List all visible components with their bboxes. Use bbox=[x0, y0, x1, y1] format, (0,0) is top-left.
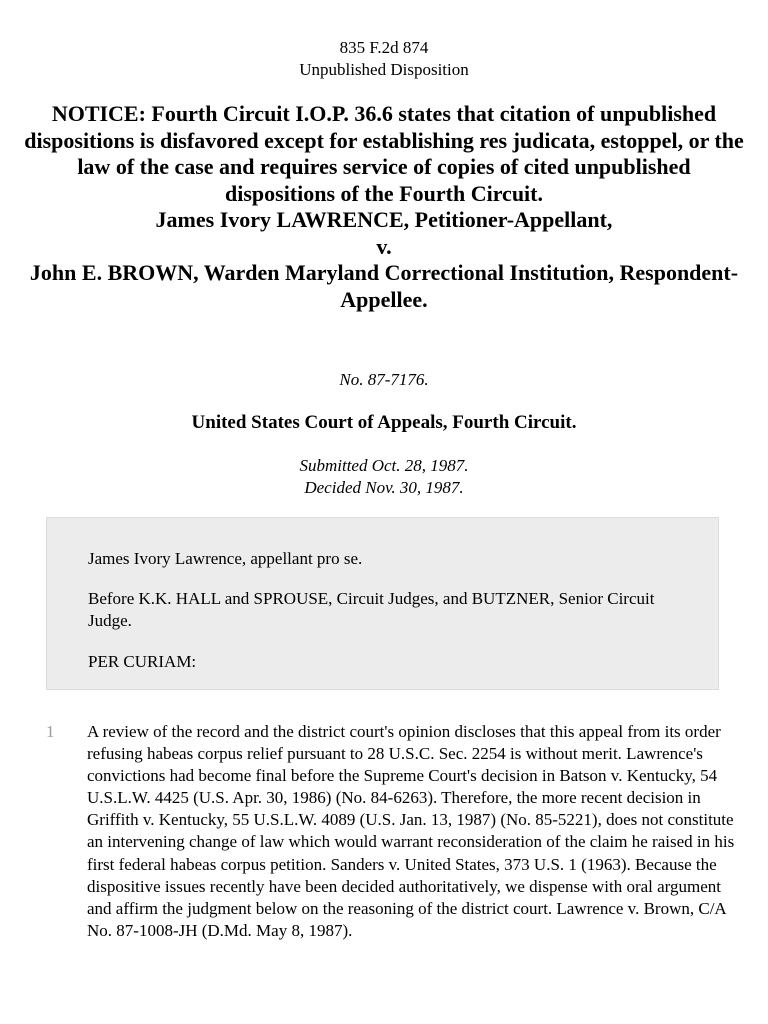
disposition-label: Unpublished Disposition bbox=[299, 60, 469, 79]
counsel-text: James Ivory Lawrence, appellant pro se. bbox=[88, 549, 363, 568]
decided-date: Decided Nov. 30, 1987. bbox=[304, 478, 464, 497]
per-curiam-label: PER CURIAM: bbox=[88, 652, 197, 671]
paragraph-number: 1 bbox=[46, 722, 55, 741]
counsel-panel-box bbox=[46, 517, 719, 690]
petitioner-name: James Ivory LAWRENCE, Petitioner-Appellant, bbox=[155, 207, 613, 232]
citation-header bbox=[0, 37, 768, 81]
opinion-paragraph: A review of the record and the district court's opinion discloses that this appeal from its order refusing habeas corpus relief pursuant to 28 U.S.C. Sec. 2254 is without merit. Lawrence's convictions had become final before the Supreme Court's decision in Batson v. Kentucky, 54 U.S.L.W. 4425 (U.S. Apr. 30, 1986) (No. 84-6263). Therefore, the more recent decision in Griffith v. Kentucky, 55 U.S.L.W. 4089 (U.S. Jan. 13, 1987) (No. 85-5221), does not constitute an intervening change of law which would warrant reconsideration of the claim he raised in his first federal habeas corpus petition. Sanders v. United States, 373 U.S. 1 (1963). Because the dispositive issues recently have been decided authoritatively, we dispense with oral argument and affirm the judgment below on the reasoning of the district court. Lawrence v. Brown, C/A No. 87-1008-JH (D.Md. May 8, 1987). bbox=[87, 722, 735, 940]
submitted-date: Submitted Oct. 28, 1987. bbox=[299, 456, 469, 475]
docket-number: No. 87-7176. bbox=[339, 370, 429, 389]
court-name: United States Court of Appeals, Fourth Circuit. bbox=[191, 412, 577, 433]
case-citation: 835 F.2d 874 bbox=[339, 38, 429, 57]
case-title bbox=[20, 101, 748, 313]
case-dates bbox=[0, 455, 768, 499]
notice-text: NOTICE: Fourth Circuit I.O.P. 36.6 states that citation of unpublished dispositions is disfavored except for establishing res judicata, estoppel, or the law of the case and requires service of copies of cited unpublished dispositions of the Fourth Circuit. bbox=[24, 101, 744, 206]
versus-label: v. bbox=[376, 233, 392, 259]
respondent-name: John E. BROWN, Warden Maryland Correctional Institution, Respondent-Appellee. bbox=[29, 260, 739, 312]
panel-text: Before K.K. HALL and SPROUSE, Circuit Judges, and BUTZNER, Senior Circuit Judge. bbox=[88, 589, 655, 630]
